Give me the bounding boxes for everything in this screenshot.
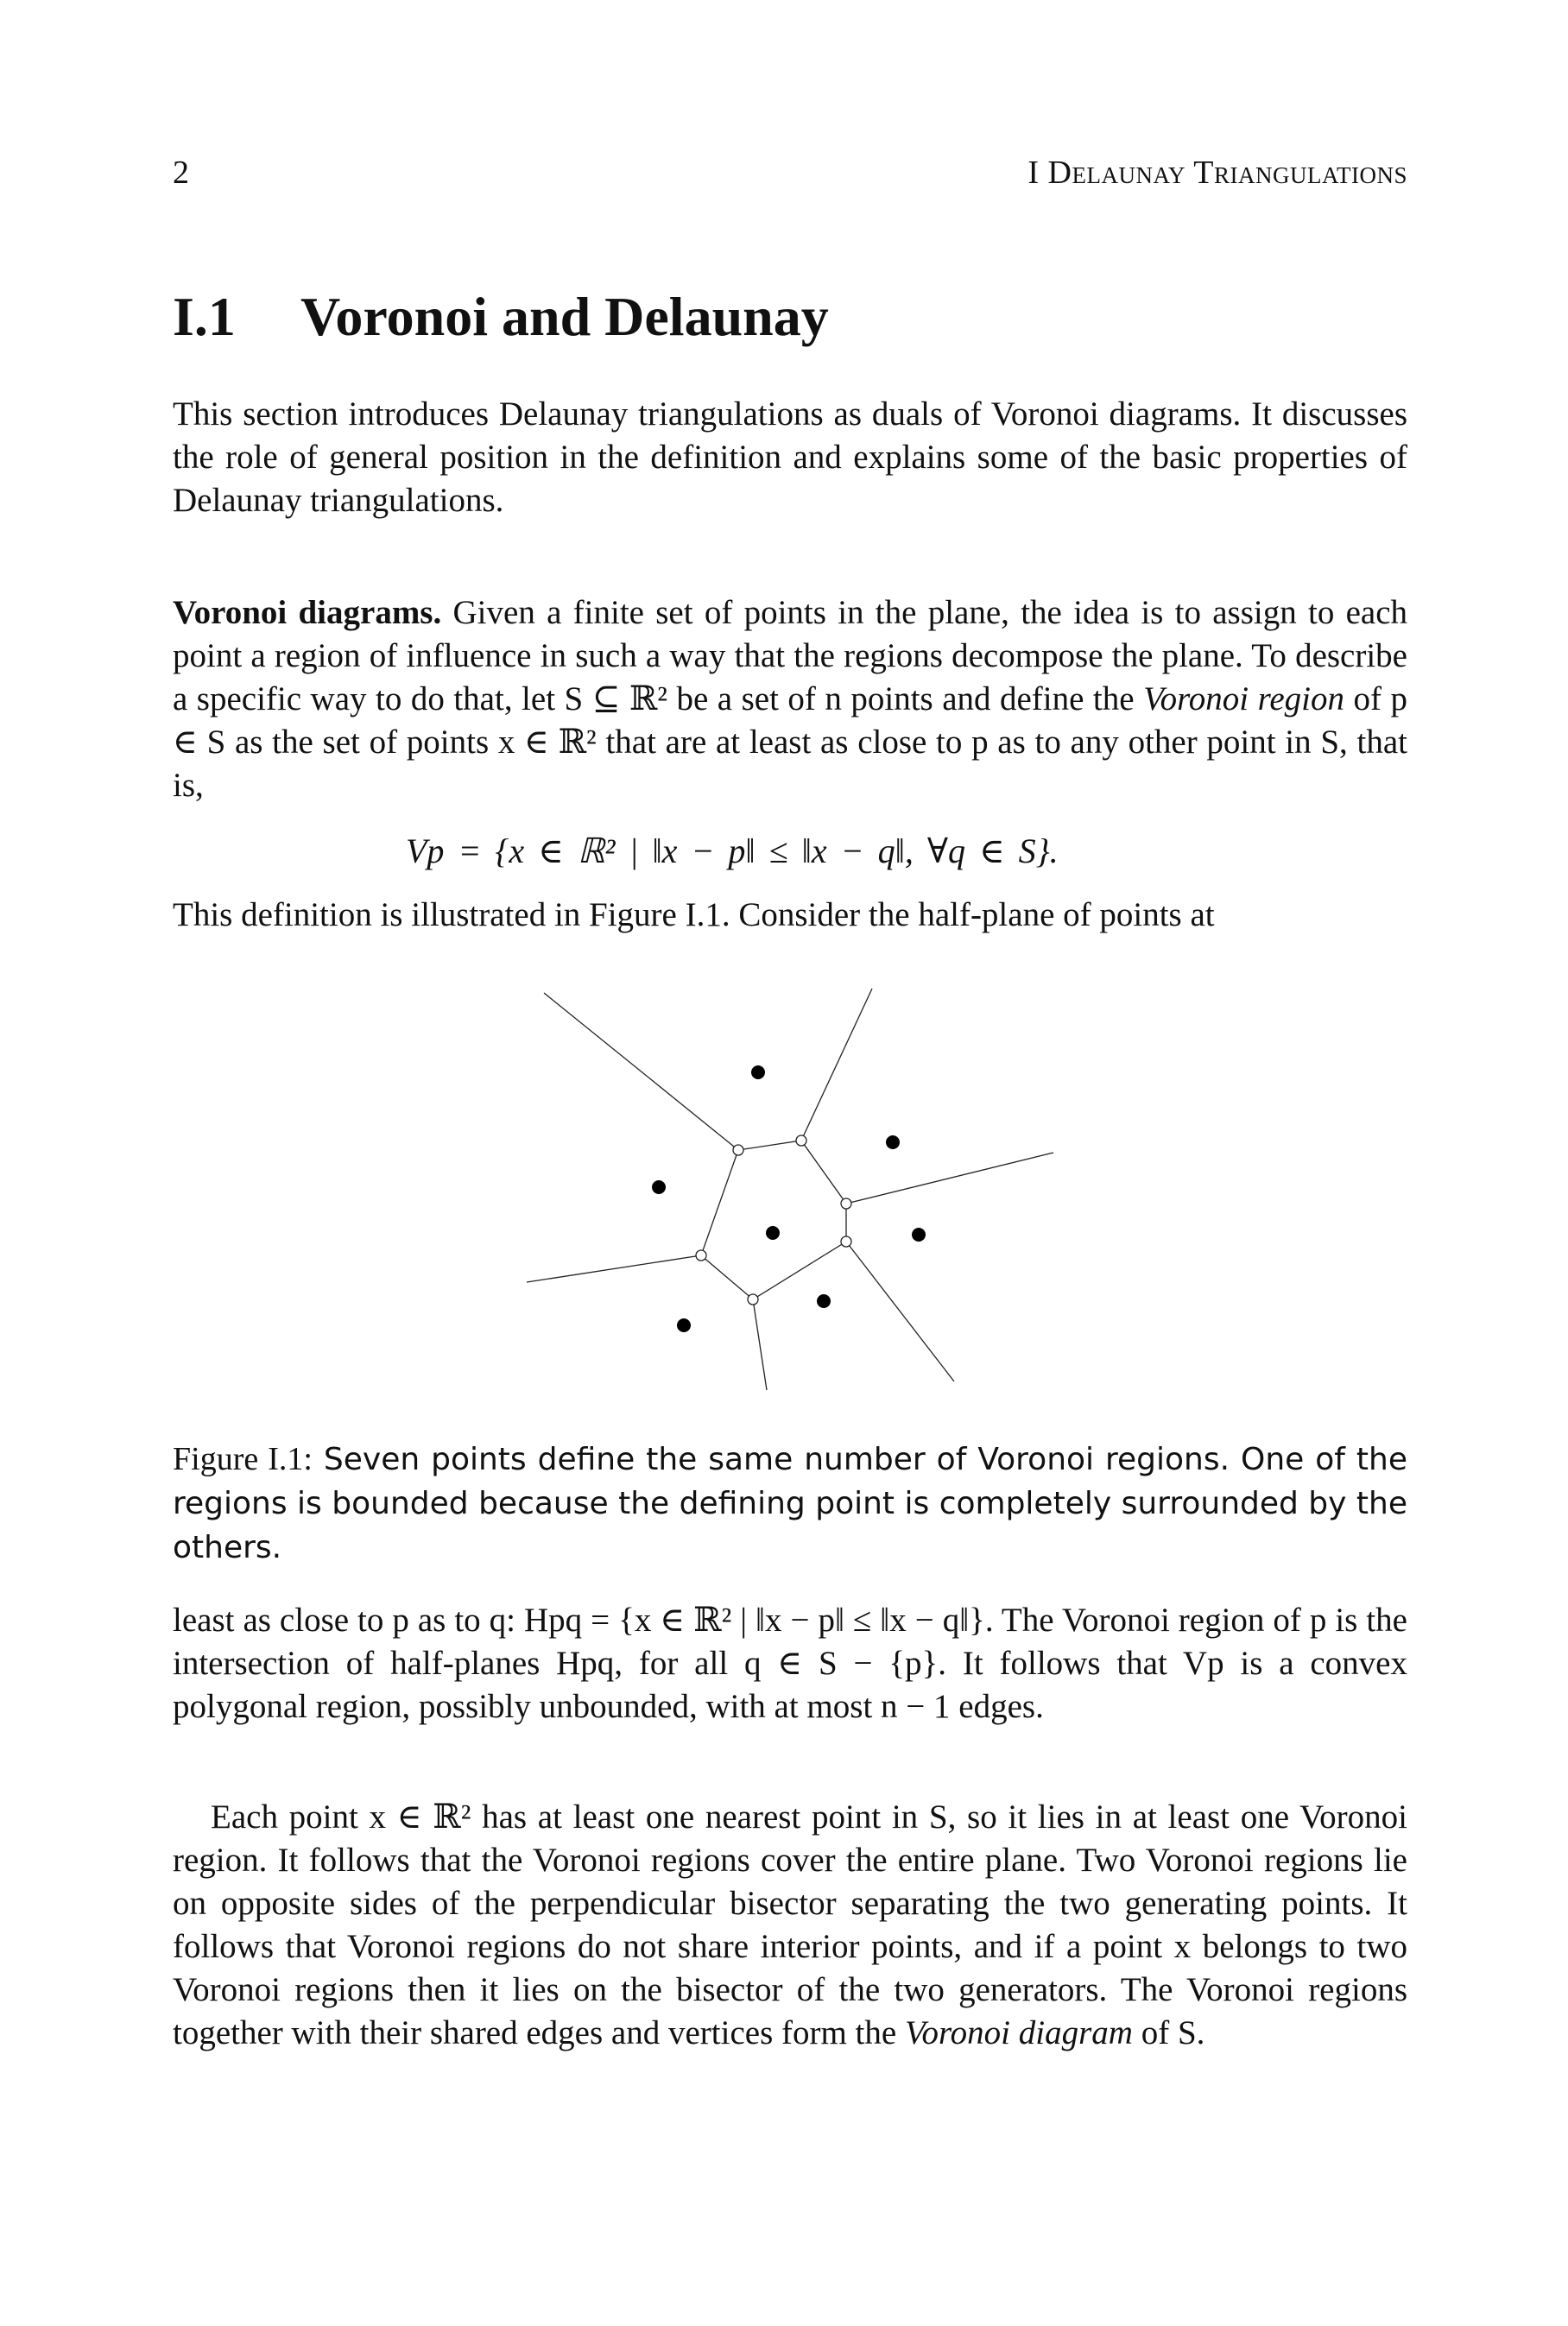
coverage-paragraph <box>173 1796 1407 2055</box>
voronoi-vertex <box>796 1135 806 1146</box>
generator-point <box>652 1180 666 1194</box>
section-title: Voronoi and Delaunay <box>300 286 829 347</box>
voronoi-edge <box>753 1299 767 1390</box>
voronoi-edge <box>544 993 738 1150</box>
page-number: 2 <box>173 155 189 191</box>
generator-point <box>886 1135 900 1149</box>
voronoi-edge <box>846 1242 954 1381</box>
generator-point <box>912 1228 926 1242</box>
bounded-voronoi-region <box>701 1141 846 1299</box>
voronoi-vertices <box>696 1135 851 1305</box>
generator-point <box>817 1294 831 1308</box>
paragraph-text-part1: Given a finite set of points in the plane, the idea is to assign to each point a region of influence in such a way that the regions decompose the plane. To describe a specific way to do that, let S ⊆ ℝ² be a set of n points and define the <box>173 594 1408 717</box>
voronoi-edges <box>527 989 1053 1390</box>
defined-term: Voronoi region <box>1143 680 1345 717</box>
voronoi-edge <box>527 1255 701 1282</box>
chapter-title: I Delaunay Triangulations <box>1027 155 1407 191</box>
voronoi-figure <box>509 984 1079 1416</box>
generator-point <box>751 1065 765 1079</box>
paragraph-text-part1: Each point x ∈ ℝ² has at least one nearest point in S, so it lies in at least one Voronoi region. It follows that the Voronoi regions cover the entire plane. Two Voronoi regions lie on opposite sides of the perpendicular bisector separating the two generating points. It follows that Voronoi regions do not share interior points, and if a point x belongs to two Voronoi regions then it lies on the bisector of the two generators. The Voronoi regions together with their shared edges and vertices form the <box>173 1798 1407 2051</box>
running-head <box>173 154 1407 205</box>
voronoi-vertex <box>696 1250 706 1261</box>
section-heading <box>173 285 829 349</box>
section-number: I.1 <box>173 286 236 347</box>
figure-label: Figure I.1: <box>173 1441 313 1477</box>
voronoi-vertex <box>841 1236 851 1247</box>
voronoi-vertex <box>748 1294 758 1305</box>
paragraph-text-part2: of S. <box>1132 2014 1205 2051</box>
paragraph-text-part2: of p ∈ S as the set of points x ∈ ℝ² that are at least as close to p as to any other point in S, that is, <box>173 680 1407 804</box>
paragraph-heading: Voronoi diagrams. <box>173 594 442 631</box>
voronoi-region-equation: Vp = {x ∈ ℝ² | ‖x − p‖ ≤ ‖x − q‖, ∀q ∈ S}. <box>406 831 1059 870</box>
voronoi-vertex <box>733 1145 743 1155</box>
voronoi-vertex <box>841 1198 851 1209</box>
generator-point <box>677 1318 691 1332</box>
voronoi-paragraph <box>173 591 1407 807</box>
voronoi-edge <box>846 1153 1053 1204</box>
caption-text: Seven points define the same number of Voronoi regions. One of the regions is bounded because the defining point is completely surrounded by the others. <box>173 1442 1407 1565</box>
generator-point <box>766 1226 780 1240</box>
voronoi-edge <box>801 989 872 1141</box>
halfplane-paragraph: least as close to p as to q: Hpq = {x ∈ ℝ² | ‖x − p‖ ≤ ‖x − q‖}. The Voronoi region of p is the intersection of half-planes Hpq, for all q ∈ S − {p}. It follows that Vp is a convex polygonal region, possibly unbounded, with at most n − 1 edges. <box>173 1602 1407 1725</box>
after-equation-text: This definition is illustrated in Figure I.1. Consider the half-plane of points at <box>173 896 1215 933</box>
intro-paragraph: This section introduces Delaunay triangulations as duals of Voronoi diagrams. It discusses the role of general position in the definition and explains some of the basic properties of Delaunay triangulations. <box>173 395 1407 519</box>
defined-term: Voronoi diagram <box>904 2014 1133 2051</box>
figure-caption <box>173 1438 1407 1570</box>
